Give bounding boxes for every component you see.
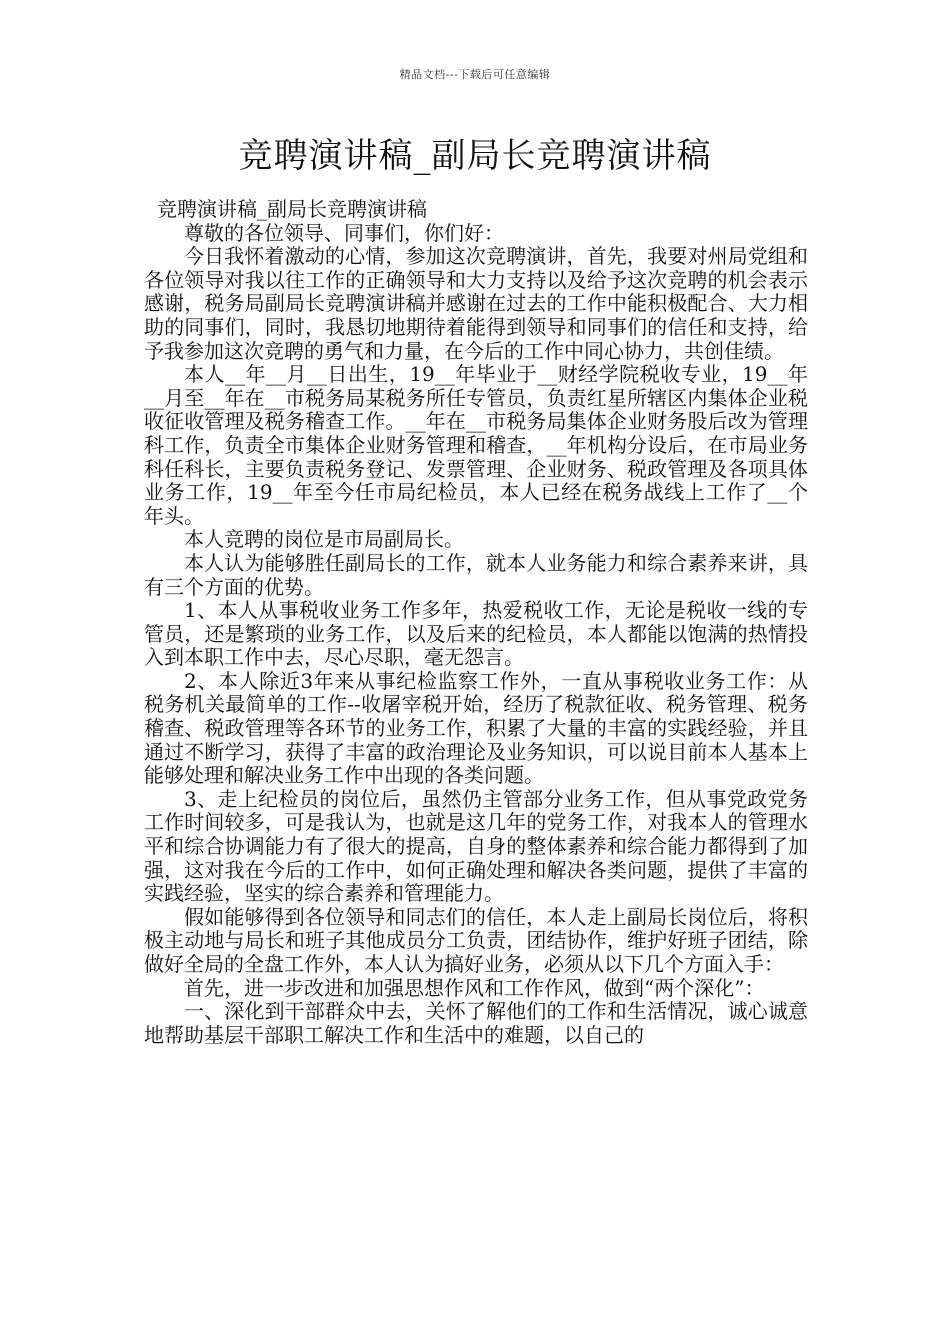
document-body xyxy=(144,198,808,1047)
body-paragraph: 本人竞聘的岗位是市局副局长。 xyxy=(184,527,464,552)
body-paragraph: 一、深化到干部群众中去，关怀了解他们的工作和生活情况，诚心诚意地帮助基层干部职工解决工作和生活中的难题，以自己的 xyxy=(144,999,808,1047)
body-paragraph: 3、走上纪检员的岗位后，虽然仍主管部分业务工作，但从事党政党务工作时间较多，可是我认为，也就是这几年的党务工作，对我本人的管理水平和综合协调能力有了很大的提高，自身的整体素养和综合能力都得到了加强，这对我在今后的工作中，如何正确处理和解决各类问题，提供了丰富的实践经验，坚实的综合素养和管理能力。 xyxy=(144,786,808,906)
header-note: 精品文档---下载后可任意编辑 xyxy=(399,68,551,81)
body-paragraph: 今日我怀着激动的心情，参加这次竞聘演讲，首先，我要对州局党组和各位领导对我以往工作的正确领导和大力支持以及给予这次竞聘的机会表示感谢，税务局副局长竞聘演讲稿并感谢在过去的工作中能积极配合、大力相助的同事们，同时，我恳切地期待着能得到领导和同事们的信任和支持，给予我参加这次竞聘的勇气和力量，在今后的工作中同心协力，共创佳绩。 xyxy=(144,244,808,363)
body-paragraph: 首先，进一步改进和加强思想作风和工作作风，做到“两个深化”： xyxy=(184,975,765,1000)
body-paragraph: 2、本人除近3年来从事纪检监察工作外，一直从事税收业务工作：从税务机关最简单的工作--收屠宰税开始，经历了税款征收、税务管理、税务稽查、税政管理等各环节的业务工作，积累了大量的丰富的实践经验，并且通过不断学习，获得了丰富的政治理论及业务知识，可以说目前本人基本上能够处理和解决业务工作中出现的各类问题。 xyxy=(144,668,808,788)
body-paragraph: 假如能够得到各位领导和同志们的信任，本人走上副局长岗位后，将积极主动地与局长和班子其他成员分工负责，团结协作，维护好班子团结，除做好全局的全盘工作外，本人认为搞好业务，必须从以下几个方面入手： xyxy=(144,904,808,976)
document-title: 竞聘演讲稿_副局长竞聘演讲稿 xyxy=(238,136,712,176)
body-paragraph: 本人__年__月__日出生，19__年毕业于__财经学院税收专业，19__年__月至__年在__市税务局某税务所任专管员，负责红星所辖区内集体企业税收征收管理及税务稽查工作。__年在__市税务局集体企业财务股后改为管理科工作，负责全市集体企业财务管理和稽查，__年机构分设后，在市局业务科任科长，主要负责税务登记、发票管理、企业财务、税政管理及各项具体业务工作，19__年至今任市局纪检员，本人已经在税务战线上工作了__个年头。 xyxy=(144,362,808,528)
document-subtitle: 竞聘演讲稿_副局长竞聘演讲稿 xyxy=(157,197,427,221)
body-paragraph: 1、本人从事税收业务工作多年，热爱税收工作，无论是税收一线的专管员，还是繁琐的业务工作，以及后来的纪检员，本人都能以饱满的热情投入到本职工作中去，尽心尽职，毫无怨言。 xyxy=(144,598,808,670)
body-paragraph: 本人认为能够胜任副局长的工作，就本人业务能力和综合素养来讲，具有三个方面的优势。 xyxy=(144,550,808,599)
salutation-paragraph: 尊敬的各位领导、同事们，你们好： xyxy=(184,220,504,245)
